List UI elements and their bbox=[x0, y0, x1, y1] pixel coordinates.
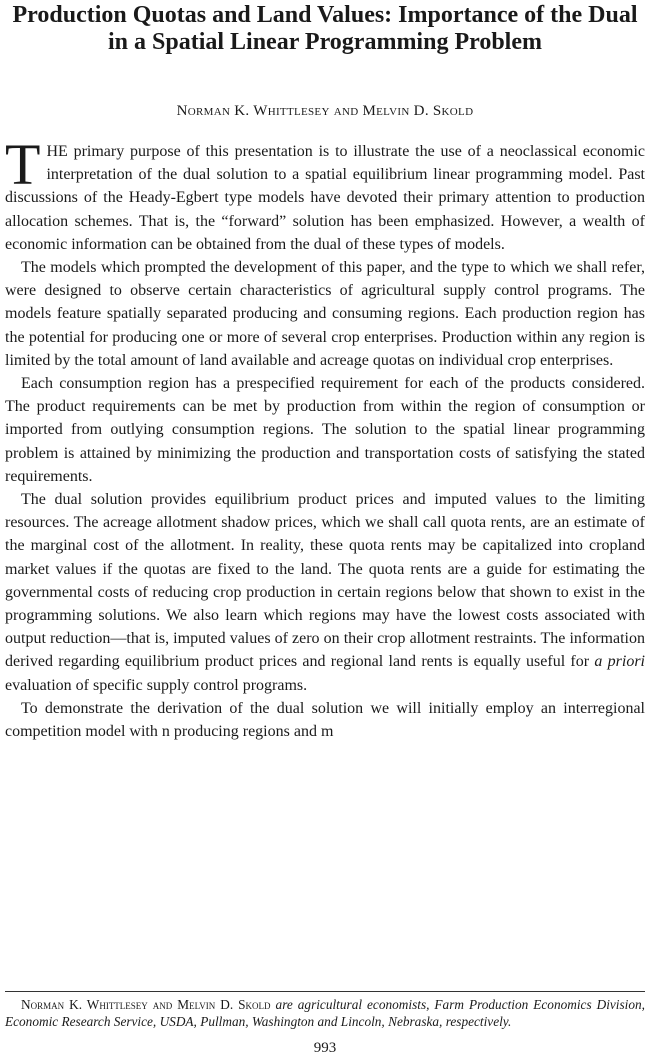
drop-cap: T bbox=[5, 132, 41, 197]
article-title: Production Quotas and Land Values: Importance of the Dual in a Spatial Linear Programming Problem bbox=[12, 2, 638, 55]
paragraph-4-text-b: evaluation of specific supply control programs. bbox=[5, 676, 308, 694]
author-footnote bbox=[5, 996, 645, 1030]
paragraph-4 bbox=[5, 488, 645, 697]
paragraph-1 bbox=[5, 132, 645, 256]
footnote-divider bbox=[5, 991, 645, 992]
page-number: 993 bbox=[313, 1040, 337, 1056]
paragraph-4-italic: a priori bbox=[594, 653, 645, 671]
author-byline: Norman K. Whittlesey and Melvin D. Skold bbox=[176, 103, 474, 119]
article-body bbox=[5, 132, 645, 743]
paragraph-5: To demonstrate the derivation of the dual solution we will initially employ an interregional competition model with n producing regions and m bbox=[5, 699, 645, 741]
paragraph-2: The models which prompted the development of this paper, and the type to which we shall refer, were designed to observe certain characteristics of agricultural supply control programs. The models feature spatially separated producing and consuming regions. Each production region has the potential for producing one or more of several crop enterprises. Production within any region is limited by the total amount of land available and acreage quotas on individual crop enterprises. bbox=[5, 259, 645, 369]
footnote-affiliation: are agricultural economists, Farm Production Economics Division, Economic Research Service, USDA, Pullman, Washington and Lincoln, Nebraska, respectively. bbox=[5, 997, 645, 1029]
paragraph-3: Each consumption region has a prespecified requirement for each of the products considered. The product requirements can be met by production from within the region of consumption or imported from outlying consumption regions. The solution to the spatial linear programming problem is attained by minimizing the production and transportation costs of satisfying the stated requirements. bbox=[5, 375, 645, 485]
footnote-author-names: Norman K. Whittlesey and Melvin D. Skold bbox=[21, 997, 271, 1012]
paragraph-1-text: HE primary purpose of this presentation is to illustrate the use of a neoclassical economic interpretation of the dual solution to a spatial equilibrium linear programming model. Past discussions of the Heady-Egbert type models have devoted their primary attention to production allocation schemes. That is, the “forward” solution has been emphasized. However, a wealth of economic information can be obtained from the dual of these types of models. bbox=[5, 143, 645, 253]
paragraph-4-text-a: The dual solution provides equilibrium product prices and imputed values to the limiting resources. The acreage allotment shadow prices, which we shall call quota rents, are an estimate of the marginal cost of the allotment. In reality, these quota rents may be capitalized into cropland market values if the quotas are fixed to the land. The quota rents are a guide for estimating the governmental costs of reducing crop production in certain regions below that shown to exist in the programming solutions. We also learn which regions may have the lowest costs associated with output reduction—that is, imputed values of zero on their crop allotment restraints. The information derived regarding equilibrium product prices and regional land rents is equally useful for bbox=[5, 491, 645, 671]
